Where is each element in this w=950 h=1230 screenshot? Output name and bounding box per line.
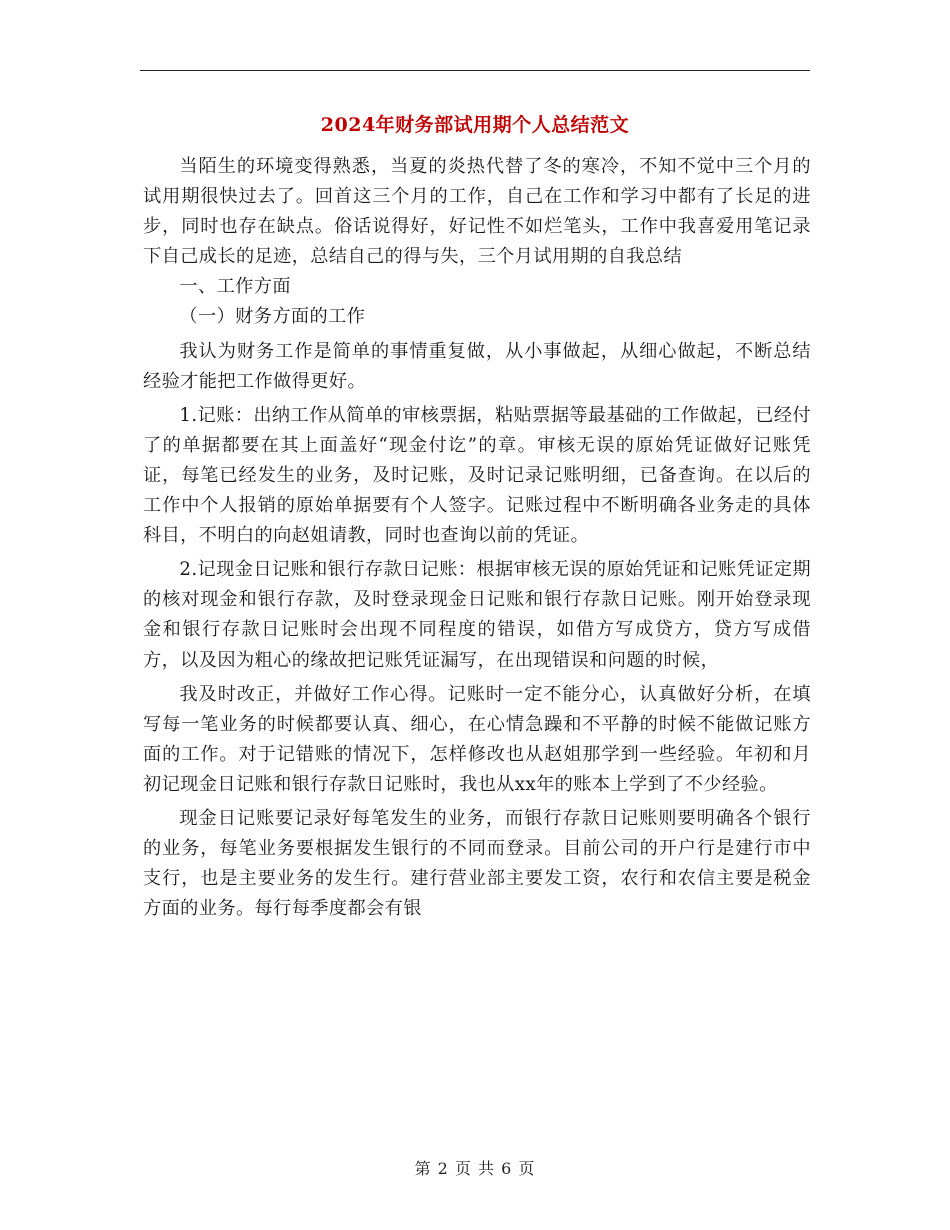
paragraph-corrections: 我及时改正，并做好工作心得。记账时一定不能分心，认真做好分析，在填写每一笔业务的时候都要认真、细心，在心情急躁和不平静的时候不能做记账方面的工作。对于记错账的情况下，怎样修改也从赵姐那学到一些经验。年初和月初记现金日记账和银行存款日记账时，我也从xx年的账本上学到了不少经验。: [143, 683, 811, 795]
heading-work: 一、工作方面: [179, 276, 291, 298]
paragraph-journals: 2.记现金日记账和银行存款日记账：根据审核无误的原始凭证和记账凭证定期的核对现金和银行存款，及时登录现金日记账和银行存款日记账。刚开始登录现金和银行存款日记账时会出现不同程度的错误，如借方写成贷方，贷方写成借方，以及因为粗心的缘故把记账凭证漏写，在出现错误和问题的时候，: [143, 559, 811, 671]
paragraph-finance-view: 我认为财务工作是简单的事情重复做，从小事做起，从细心做起，不断总结经验才能把工作做得更好。: [143, 340, 811, 392]
paragraph-intro: 当陌生的环境变得熟悉，当夏的炎热代替了冬的寒冷，不知不觉中三个月的试用期很快过去了。回首这三个月的工作，自己在工作和学习中都有了长足的进步，同时也存在缺点。俗话说得好，好记性不如烂笔头，工作中我喜爱用笔记录下自己成长的足迹，总结自己的得与失，三个月试用期的自我总结: [143, 156, 811, 268]
document-title: 2024年财务部试用期个人总结范文: [320, 114, 630, 136]
document-body: [143, 152, 811, 924]
paragraph-bookkeeping: 1.记账：出纳工作从简单的审核票据，粘贴票据等最基础的工作做起，已经付了的单据都要在其上面盖好“现金付讫”的章。审核无误的原始凭证做好记账凭证，每笔已经发生的业务，及时记账，及时记录记账明细，已备查询。在以后的工作中个人报销的原始单据要有个人签字。记账过程中不断明确各业务走的具体科目，不明白的向赵姐请教，同时也查询以前的凭证。: [143, 404, 811, 547]
page-number: 第 2 页 共 6 页: [414, 1159, 536, 1178]
header-rule: [140, 70, 810, 71]
paragraph-banks: 现金日记账要记录好每笔发生的业务，而银行存款日记账则要明确各个银行的业务，每笔业务要根据发生银行的不同而登录。目前公司的开户行是建行市中支行，也是主要业务的发生行。建行营业部主要发工资，农行和农信主要是税金方面的业务。每行每季度都会有银: [143, 807, 811, 920]
subheading-finance: （一）财务方面的工作: [179, 306, 366, 328]
